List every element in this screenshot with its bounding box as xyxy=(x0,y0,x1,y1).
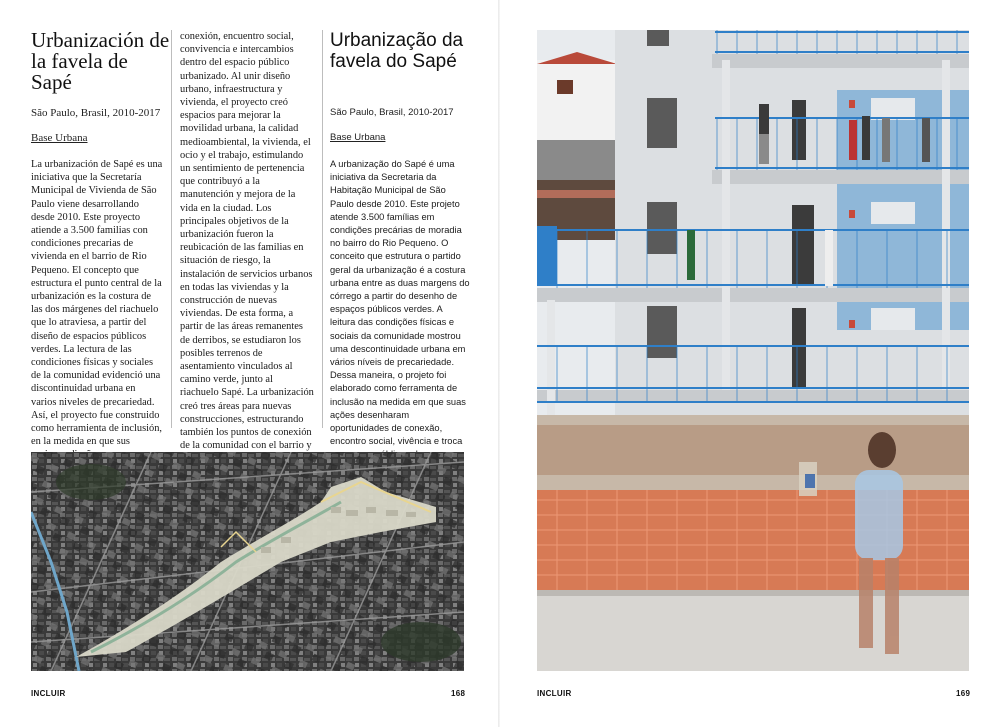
aerial-site-plan-image xyxy=(31,452,464,671)
footer-label-right: INCLUIR xyxy=(537,689,572,698)
column-divider-2 xyxy=(322,30,323,428)
body-portuguese: A urbanização do Sapé é uma iniciativa da Secretaria da Habitação Municipal de São Paulo desde 2010. Este projeto atende 3.500 famílias em condições precárias de moradia no bairro do Rio Pequeno. O conceito que estrutura o partido geral da urbanização é a costura urbana entre as duas margens do córrego a partir do desenho de espaços públicos verdes. A leitura das condições físicas e sociais da comunidade mostrou uma descontinuidade urbana em vários níveis de precariedade. Dessa maneira, o projeto foi elaborado como ferramenta de inclusão na medida em que suas ações desenharam oportunidades de conexão, encontro social, vivência e troca xyxy=(330,159,470,447)
page-number-left: 168 xyxy=(451,689,466,698)
footer-label-left: INCLUIR xyxy=(31,689,66,698)
body-spanish-column-1: La urbanización de Sapé es una iniciativa que la Secretaría Municipal de Vivienda de São Paulo viene desarrollando desde 2010. Este proyecto atiende a 3.500 familias con condiciones precarias de vivienda en el barrio de Rio Pequeno. El concepto que estructura el punto central de la urbanización es la costura de las dos márgenes del riachuelo que lo atraviesa, a partir del diseño de espacios públicos verdes. La lectura de las condiciones físicas y sociales de la comunidad evidenció una discontinuidad urbana en varios niveles de precariedad. Así, el proyecto fue construido como herramienta de inclusión, en la medida en que sus xyxy=(31,159,163,448)
organization-portuguese: Base Urbana xyxy=(330,132,386,143)
column-divider-1 xyxy=(171,30,172,428)
location-spanish: São Paulo, Brasil, 2010-2017 xyxy=(31,107,161,119)
right-page xyxy=(500,0,1000,727)
location-portuguese: São Paulo, Brasil, 2010-2017 xyxy=(330,107,454,118)
housing-block-photo xyxy=(537,30,969,671)
title-portuguese: Urbanização da favela do Sapé xyxy=(330,30,464,72)
page-number-right: 169 xyxy=(956,689,971,698)
organization-spanish: Base Urbana xyxy=(31,132,88,144)
body-spanish-column-2: conexión, encuentro social, convivencia e intercambios dentro del espacio público urbanizado. Al unir diseño urbano, infraestructura y vivienda, el proyecto creó espacios para mejorar la movilidad urbana, la calidad medioambiental, la vivienda, el ocio y el trabajo, estimulando un sentimiento de pertenencia que contribuyó a la manutención y mejora de la vida en la ciudad. Los principales objetivos de la urbanización fueron la reubicación de las familias en situación de riesgo, la instalación de servicios urbanos en todas las viviendas y la construcción de nuevas viviendas. De esta forma, a partir de las áreas remanentes de derribos, se estudiaron los posibles terrenos de asentamiento vinculados al camino verde, junto al riachuelo Sapé. La urbanización creó tres áreas para nuevas construcciones, estructurando también los puntos de conexión de la comunidad con el barrio y xyxy=(180,31,314,452)
title-spanish: Urbanización de la favela de Sapé xyxy=(31,28,170,94)
